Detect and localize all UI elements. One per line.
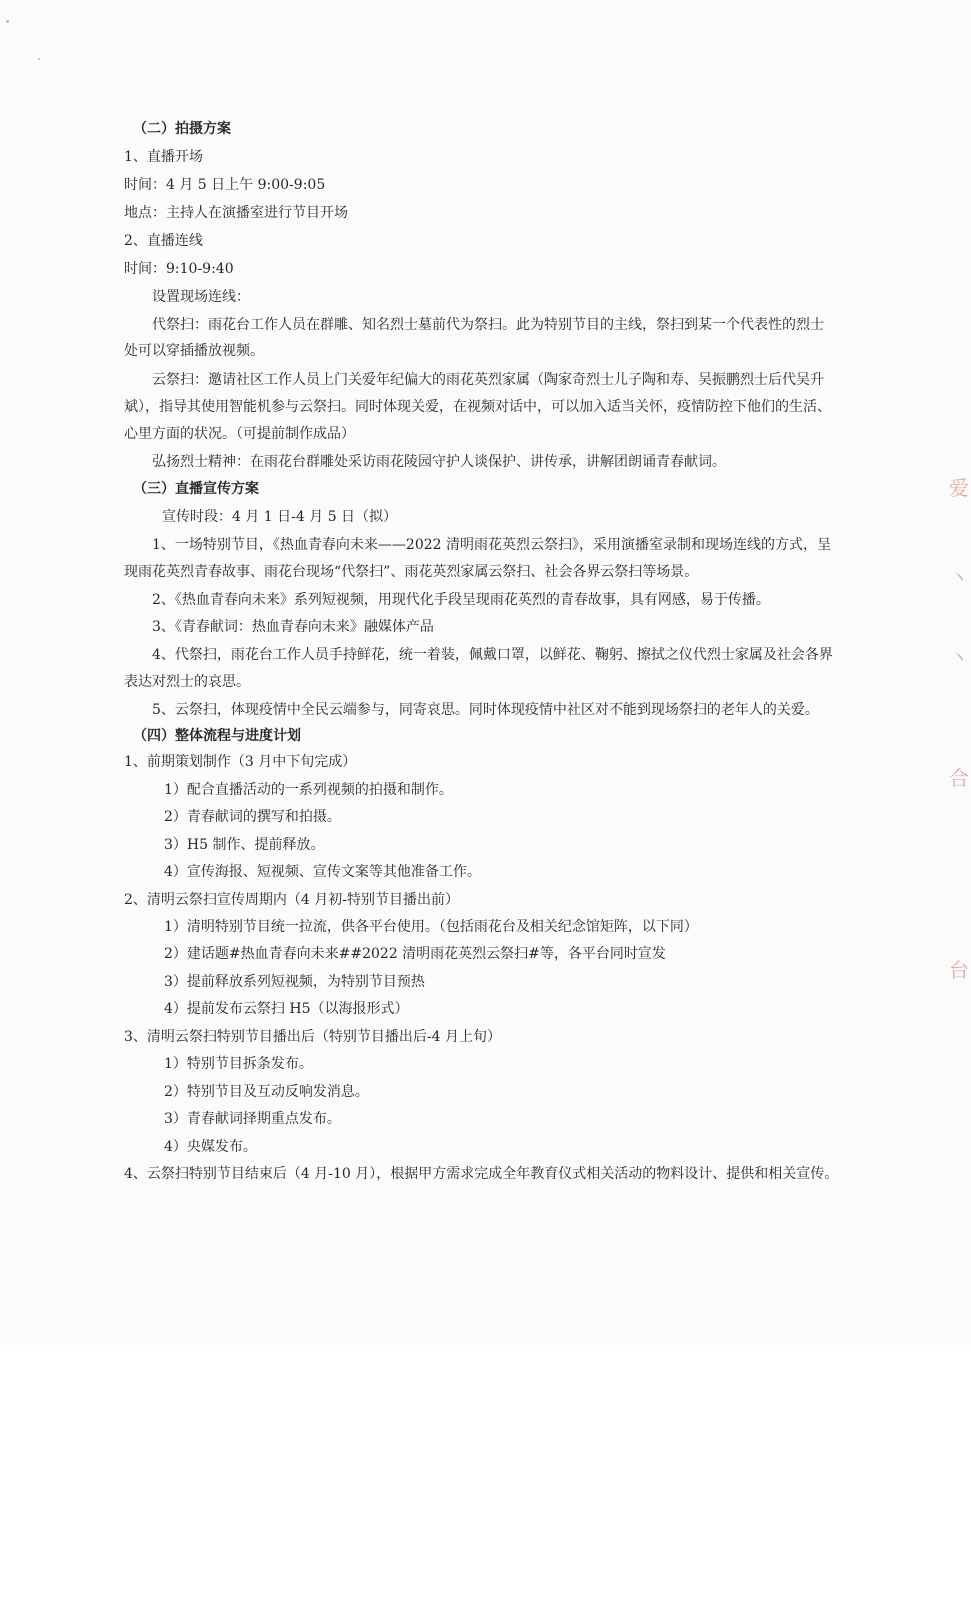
paragraph: 设置现场连线： — [152, 289, 250, 305]
paragraph: 3、《青春献词：热血青春向未来》融媒体产品 — [152, 619, 434, 635]
scan-speck — [6, 20, 9, 23]
list-item: 1）清明特别节目统一拉流，供各平台使用。（包括雨花台及相关纪念馆矩阵，以下同） — [164, 919, 698, 935]
list-item: 2、直播连线 — [124, 233, 203, 249]
paragraph: 云祭扫：邀请社区工作人员上门关爱年纪偏大的雨花英烈家属（陶家奇烈士儿子陶和寿、吴振鹏烈士后代吴升 — [152, 372, 824, 388]
scan-speck — [38, 58, 40, 60]
seal-char: 丶 — [949, 566, 969, 590]
list-item: 4）提前发布云祭扫 H5（以海报形式） — [164, 1001, 409, 1017]
seal-char: 合 — [949, 766, 969, 790]
list-item: 3）青春献词择期重点发布。 — [164, 1111, 341, 1127]
list-item: 2）特别节目及互动反响发消息。 — [164, 1084, 369, 1100]
seal-char: 丶 — [949, 646, 969, 670]
paragraph: 4、代祭扫，雨花台工作人员手持鲜花，统一着装，佩戴口罩，以鲜花、鞠躬、擦拭之仪代烈士家属及社会各界 — [152, 647, 833, 663]
paragraph: 代祭扫：雨花台工作人员在群雕、知名烈士墓前代为祭扫。此为特别节目的主线，祭扫到某一个代表性的烈士 — [152, 317, 824, 333]
seal-char: 台 — [949, 960, 969, 982]
list-item: 1）配合直播活动的一系列视频的拍摄和制作。 — [164, 782, 453, 798]
list-item: 3、清明云祭扫特别节目播出后（特别节目播出后-4 月上旬） — [124, 1029, 501, 1045]
list-item: 1、前期策划制作（3 月中下旬完成） — [124, 754, 357, 770]
section-heading-schedule: （四）整体流程与进度计划 — [133, 728, 301, 744]
paragraph: 地点：主持人在演播室进行节目开场 — [124, 205, 348, 221]
list-item: 4）央媒发布。 — [164, 1139, 257, 1155]
paragraph: 2、《热血青春向未来》系列短视频，用现代化手段呈现雨花英烈的青春故事，具有网感，易于传播。 — [152, 592, 770, 608]
paragraph: 时间：9:10-9:40 — [124, 261, 234, 277]
list-item: 2、清明云祭扫宣传周期内（4 月初-特别节目播出前） — [124, 892, 459, 908]
list-item: 2）青春献词的撰写和拍摄。 — [164, 809, 341, 825]
paragraph: 处可以穿插播放视频。 — [124, 343, 264, 359]
seal-char: 爱 — [949, 476, 969, 500]
paragraph: 表达对烈士的哀思。 — [124, 674, 250, 690]
list-item: 4）宣传海报、短视频、宣传文案等其他准备工作。 — [164, 864, 481, 880]
list-item: 1）特别节目拆条发布。 — [164, 1056, 313, 1072]
list-item: 4、云祭扫特别节目结束后（4 月-10 月），根据甲方需求完成全年教育仪式相关活动的物料设计、提供和相关宣传。 — [124, 1166, 839, 1182]
paragraph: 宣传时段：4 月 1 日-4 月 5 日（拟） — [162, 509, 398, 525]
section-heading-promotion-plan: （三）直播宣传方案 — [133, 481, 259, 497]
list-item: 3）提前释放系列短视频，为特别节目预热 — [164, 974, 425, 990]
paragraph: 斌），指导其使用智能机参与云祭扫。同时体现关爱，在视频对话中，可以加入适当关怀，疫情防控下他们的生活、 — [124, 399, 831, 415]
paragraph: 1、一场特别节目，《热血青春向未来——2022 清明雨花英烈云祭扫》，采用演播室录制和现场连线的方式，呈 — [152, 537, 831, 553]
list-item: 3）H5 制作、提前释放。 — [164, 837, 325, 853]
paragraph: 时间：4 月 5 日上午 9:00-9:05 — [124, 177, 326, 193]
list-item: 1、直播开场 — [124, 149, 203, 165]
paragraph: 5、云祭扫，体现疫情中全民云端参与，同寄哀思。同时体现疫情中社区对不能到现场祭扫的老年人的关爱。 — [152, 702, 819, 718]
section-heading-filming-plan: （二）拍摄方案 — [133, 121, 231, 137]
paragraph: 弘扬烈士精神：在雨花台群雕处采访雨花陵园守护人谈保护、讲传承，讲解团朗诵青春献词。 — [152, 454, 726, 470]
paragraph: 现雨花英烈青春故事、雨花台现场“代祭扫”、雨花英烈家属云祭扫、社会各界云祭扫等场景。 — [124, 564, 699, 580]
list-item: 2）建话题#热血青春向未来##2022 清明雨花英烈云祭扫#等，各平台同时宣发 — [164, 946, 666, 962]
paragraph: 心里方面的状况。（可提前制作成品） — [124, 426, 355, 442]
